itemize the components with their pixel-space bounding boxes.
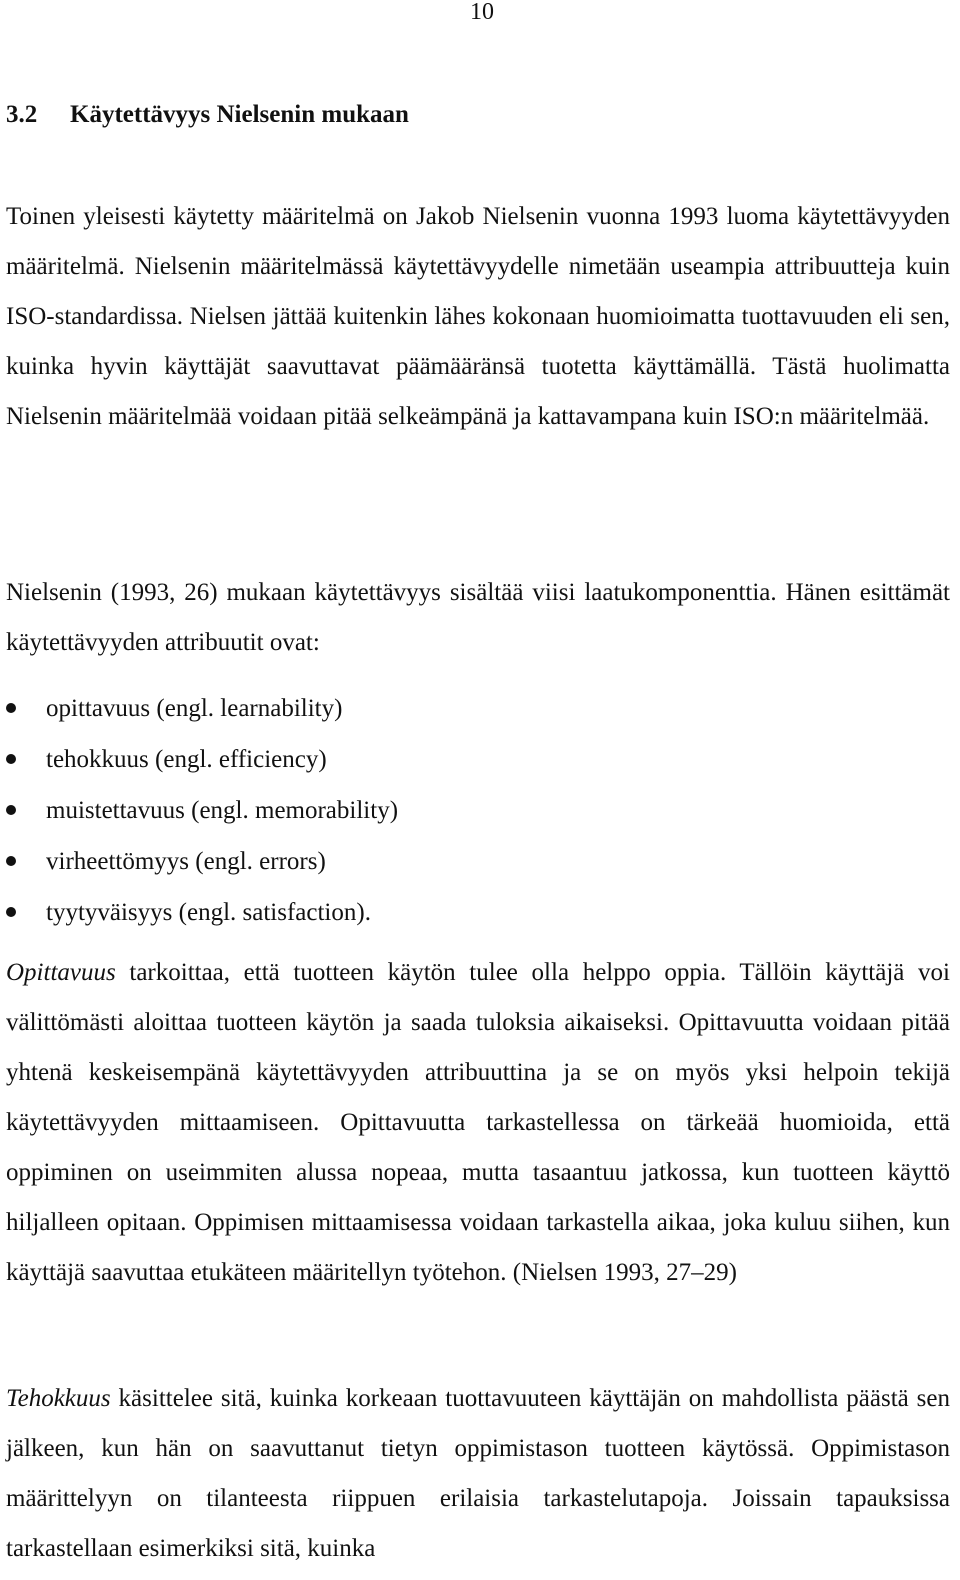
section-number: 3.2 — [6, 101, 38, 128]
list-item: muistettavuus (engl. memorability) — [6, 785, 398, 836]
page-number: 10 — [470, 0, 494, 25]
term-efficiency: Tehokkuus — [6, 1385, 111, 1412]
section-heading — [6, 100, 409, 130]
list-item: opittavuus (engl. learnability) — [6, 683, 398, 734]
paragraph-intro: Toinen yleisesti käytetty määritelmä on Jakob Nielsenin vuonna 1993 luoma käytettävyyden määritelmä. Nielsenin määritelmässä käytettävyydelle nimetään useampia attribuutteja kuin ISO-standardissa. Nielsen jättää kuitenkin lähes kokonaan huomioimatta tuottavuuden eli sen, kuinka hyvin käyttäjät saavuttavat päämääränsä tuotetta käyttämällä. Tästä huolimatta Nielsenin määritelmää voidaan pitää selkeämpänä ja kattavampana kuin ISO:n määritelmää. — [6, 203, 950, 430]
bullet-icon — [6, 805, 16, 815]
bullet-icon — [6, 856, 16, 866]
bullet-icon — [6, 703, 16, 713]
section-title: Käytettävyys Nielsenin mukaan — [70, 101, 409, 128]
paragraph-efficiency-text: käsittelee sitä, kuinka korkeaan tuottavuuteen käyttäjän on mahdollista päästä sen jälkeen, kun hän on saavuttanut tietyn oppimistason tuotteen käytössä. Oppimistason määrittelyyn on tilanteesta riippuen erilaisia tarkastelutapoja. Joissain tapauksissa tarkastellaan esimerkiksi sitä, kuinka — [6, 1385, 950, 1562]
term-learnability: Opittavuus — [6, 959, 116, 986]
bullet-icon — [6, 907, 16, 917]
attribute-list — [6, 683, 398, 938]
paragraph-learnability-text: tarkoittaa, että tuotteen käytön tulee olla helppo oppia. Tällöin käyttäjä voi välittömästi aloittaa tuotteen käytön ja saada tuloksia aikaiseksi. Opittavuutta voidaan pitää yhtenä keskeisempänä käytettävyyden attribuuttina ja se on myös yksi helpoin tekijä käytettävyyden mittaamiseen. Opittavuutta tarkastellessa on tärkeää huomioida, että oppiminen on useimmiten alussa nopeaa, mutta tasaantuu jatkossa, kun tuotteen käyttö hiljalleen opitaan. Oppimisen mittaamisessa voidaan tarkastella aikaa, joka kuluu siihen, kun käyttäjä saavuttaa etukäteen määritellyn työtehon. (Nielsen 1993, 27–29) — [6, 959, 950, 1286]
list-item: tyytyväisyys (engl. satisfaction). — [6, 887, 398, 938]
list-item: virheettömyys (engl. errors) — [6, 836, 398, 887]
paragraph-components: Nielsenin (1993, 26) mukaan käytettävyys sisältää viisi laatukomponenttia. Hänen esittämät käytettävyyden attribuutit ovat: — [6, 579, 950, 656]
bullet-icon — [6, 754, 16, 764]
paragraph-learnability — [6, 948, 950, 1298]
paragraph-efficiency — [6, 1374, 950, 1574]
list-item: tehokkuus (engl. efficiency) — [6, 734, 398, 785]
